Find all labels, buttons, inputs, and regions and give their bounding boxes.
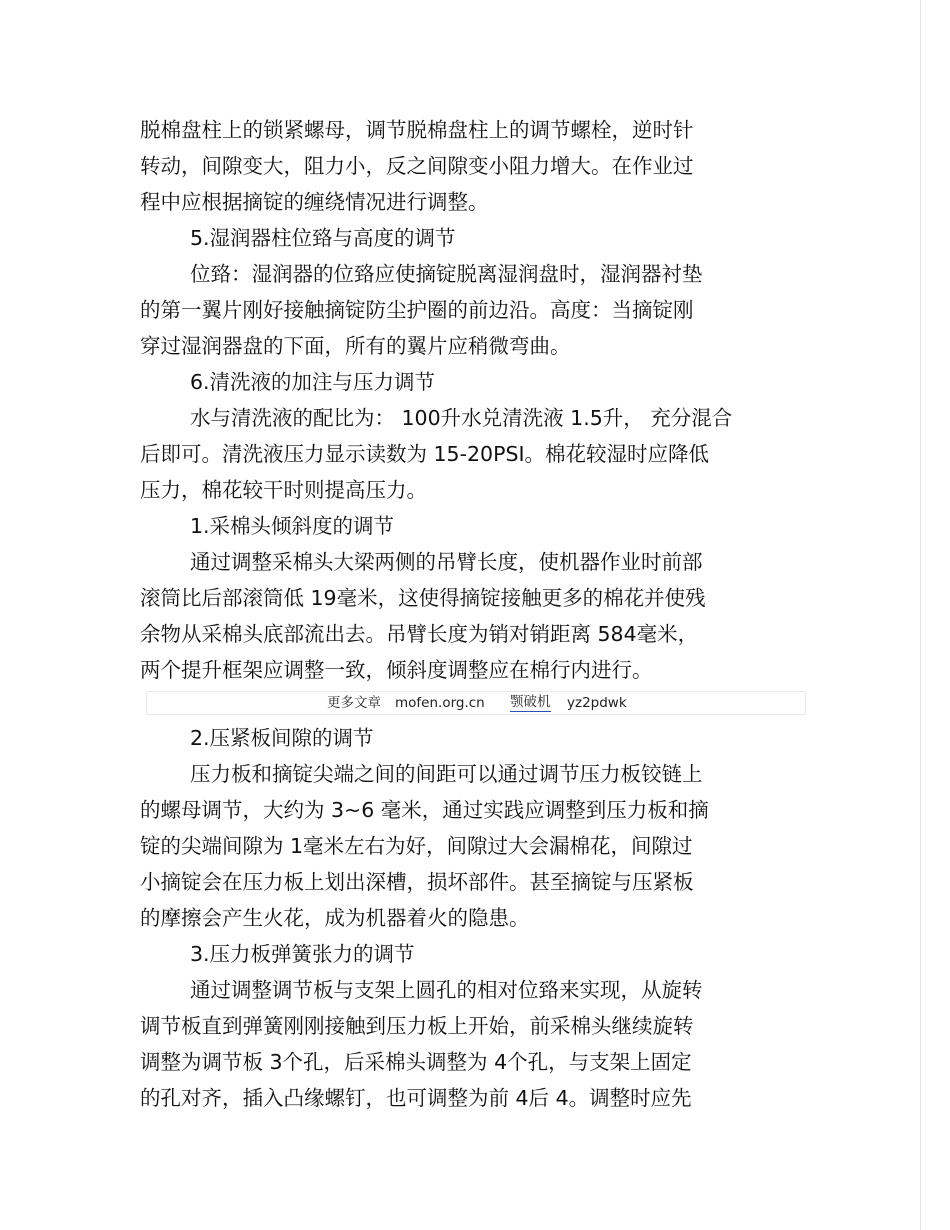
text-block-top xyxy=(140,112,820,688)
text-line: 通过调整采棉头大梁两侧的吊臂长度，使机器作业时前部 xyxy=(190,550,703,574)
text-line: 小摘锭会在压力板上划出深槽，损坏部件。甚至摘锭与压紧板 xyxy=(140,870,694,894)
ad-banner[interactable] xyxy=(146,691,806,715)
text-line: 1.采棉头倾斜度的调节 xyxy=(190,514,395,538)
text-line: 调节板直到弹簧刚刚接触到压力板上开始，前采棉头继续旋转 xyxy=(140,1014,694,1038)
text-block-bottom xyxy=(140,720,820,1116)
text-line: 2.压紧板间隙的调节 xyxy=(190,726,374,750)
text-line: 脱棉盘柱上的锁紧螺母，调节脱棉盘柱上的调节螺栓，逆时针 xyxy=(140,118,694,142)
text-line: 的摩擦会产生火花，成为机器着火的隐患。 xyxy=(140,906,530,930)
ad-link[interactable]: 颚破机 xyxy=(510,694,551,710)
text-line: 余物从采棉头底部流出去。吊臂长度为销对销距离 584毫米， xyxy=(140,622,699,646)
text-line: 穿过湿润器盘的下面，所有的翼片应稍微弯曲。 xyxy=(140,334,571,358)
text-line: 滚筒比后部滚筒低 19毫米，这使得摘锭接触更多的棉花并使残 xyxy=(140,586,706,610)
text-line: 转动，间隙变大，阻力小，反之间隙变小阻力增大。在作业过 xyxy=(140,154,694,178)
page-edge-line xyxy=(920,0,921,1230)
text-line: 6.清洗液的加注与压力调节 xyxy=(190,370,436,394)
ad-code-text: yz2pdwk xyxy=(567,695,627,711)
text-line: 压力板和摘锭尖端之间的间距可以通过调节压力板铰链上 xyxy=(190,762,703,786)
ad-site-text: mofen.org.cn xyxy=(395,695,485,711)
text-line: 3.压力板弹簧张力的调节 xyxy=(190,942,415,966)
document-body xyxy=(140,112,820,1116)
text-line: 水与清洗液的配比为： 100升水兑清洗液 1.5升， 充分混合 xyxy=(190,406,733,430)
text-line: 位臵：湿润器的位臵应使摘锭脱离湿润盘时，湿润器衬垫 xyxy=(190,262,703,286)
text-line: 通过调整调节板与支架上圆孔的相对位臵来实现，从旋转 xyxy=(190,978,703,1002)
text-line: 的第一翼片刚好接触摘锭防尘护圈的前边沿。高度：当摘锭刚 xyxy=(140,298,694,322)
text-line: 后即可。清洗液压力显示读数为 15-20PSI。棉花较湿时应降低 xyxy=(140,442,710,466)
text-line: 5.湿润器柱位臵与高度的调节 xyxy=(190,226,456,250)
text-line: 的螺母调节，大约为 3~6 毫米，通过实践应调整到压力板和摘 xyxy=(140,798,709,822)
text-line: 的孔对齐，插入凸缘螺钉，也可调整为前 4后 4。调整时应先 xyxy=(140,1086,692,1110)
text-line: 调整为调节板 3个孔，后采棉头调整为 4个孔，与支架上固定 xyxy=(140,1050,692,1074)
text-line: 两个提升框架应调整一致，倾斜度调整应在棉行内进行。 xyxy=(140,658,653,682)
ad-prefix-text: 更多文章 xyxy=(327,695,381,711)
text-line: 压力，棉花较干时则提高压力。 xyxy=(140,478,427,502)
text-line: 锭的尖端间隙为 1毫米左右为好，间隙过大会漏棉花，间隙过 xyxy=(140,834,693,858)
text-line: 程中应根据摘锭的缠绕情况进行调整。 xyxy=(140,190,489,214)
